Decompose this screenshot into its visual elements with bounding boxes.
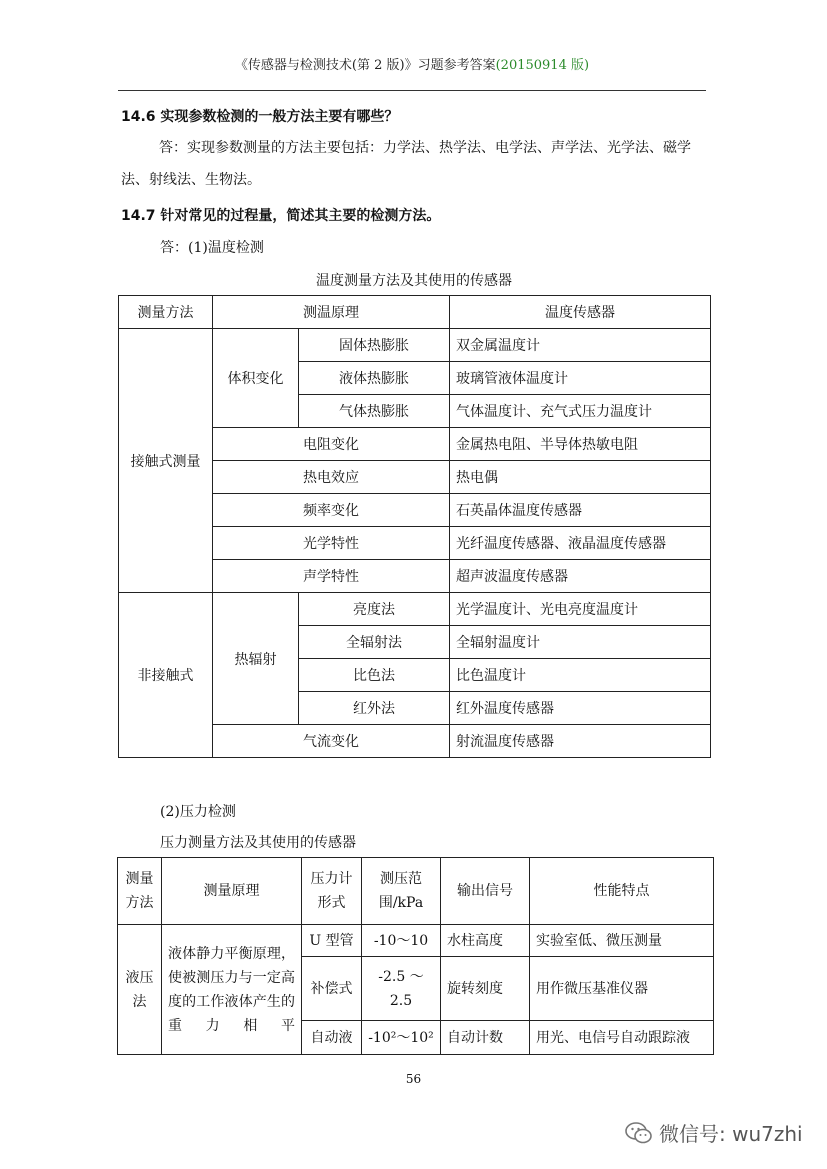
contact-method-cell: 接触式测量 <box>119 329 213 593</box>
principle-cell: 气体热膨胀 <box>299 395 450 428</box>
answer-14-6: 答：实现参数测量的方法主要包括：力学法、热学法、电学法、声学法、光学法、磁学法、射线法、生物法。 <box>121 140 691 188</box>
sensor-cell: 全辐射温度计 <box>450 626 711 659</box>
question-14-7: 14.7 针对常见的过程量，简述其主要的检测方法。 <box>121 208 441 224</box>
output-cell: 旋转刻度 <box>441 957 530 1021</box>
sensor-cell: 光学温度计、光电亮度温度计 <box>450 593 711 626</box>
noncontact-method-cell: 非接触式 <box>119 593 213 758</box>
principle-cell: 热电效应 <box>213 461 450 494</box>
principle-cell: 亮度法 <box>299 593 450 626</box>
question-14-6: 14.6 实现参数检测的一般方法主要有哪些？ <box>121 109 399 125</box>
range-cell: -10²～10² <box>362 1021 441 1055</box>
sensor-cell: 射流温度传感器 <box>450 725 711 758</box>
temperature-table <box>118 295 711 758</box>
answer-14-7-intro: 答：(1)温度检测 <box>160 240 264 256</box>
table-row <box>119 329 711 362</box>
principle-cell: 声学特性 <box>213 560 450 593</box>
header-cell: 输出信号 <box>441 858 530 925</box>
gauge-type-cell: U 型管 <box>302 925 362 957</box>
header-cell: 测量方法 <box>119 296 213 329</box>
header-rule <box>118 90 706 91</box>
header-cell: 测压范围/kPa <box>362 858 441 925</box>
watermark <box>625 1118 803 1147</box>
principle-cell: 频率变化 <box>213 494 450 527</box>
pressure-table <box>117 857 714 1055</box>
page-header <box>118 54 706 73</box>
principle-cell: 电阻变化 <box>213 428 450 461</box>
table-header-row <box>119 296 711 329</box>
principle-cell: 气流变化 <box>213 725 450 758</box>
performance-cell: 用光、电信号自动跟踪液 <box>530 1021 714 1055</box>
gauge-type-cell: 自动液 <box>302 1021 362 1055</box>
temp-table-caption: 温度测量方法及其使用的传感器 <box>316 273 512 289</box>
gauge-type-cell: 补偿式 <box>302 957 362 1021</box>
principle-cell: 液体热膨胀 <box>299 362 450 395</box>
header-cell: 压力计形式 <box>302 858 362 925</box>
performance-cell: 用作微压基准仪器 <box>530 957 714 1021</box>
header-title: 《传感器与检测技术(第 2 版)》习题参考答案 <box>234 58 496 73</box>
sensor-cell: 石英晶体温度传感器 <box>450 494 711 527</box>
sensor-cell: 热电偶 <box>450 461 711 494</box>
table-header-row <box>118 858 714 925</box>
range-cell: -10～10 <box>362 925 441 957</box>
sensor-cell: 气体温度计、充气式压力温度计 <box>450 395 711 428</box>
principle-cell: 光学特性 <box>213 527 450 560</box>
sensor-cell: 双金属温度计 <box>450 329 711 362</box>
page-number: 56 <box>405 1072 422 1086</box>
performance-cell: 实验室低、微压测量 <box>530 925 714 957</box>
header-cell: 性能特点 <box>530 858 714 925</box>
header-cell: 测量原理 <box>162 858 302 925</box>
header-cell: 测量方法 <box>118 858 162 925</box>
sensor-cell: 光纤温度传感器、液晶温度传感器 <box>450 527 711 560</box>
sensor-cell: 金属热电阻、半导体热敏电阻 <box>450 428 711 461</box>
pressure-intro: (2)压力检测 <box>160 804 236 820</box>
radiation-cell: 热辐射 <box>213 593 299 725</box>
pressure-table-caption: 压力测量方法及其使用的传感器 <box>160 835 356 851</box>
method-cell: 液压法 <box>118 925 162 1055</box>
header-date: (20150914 版) <box>495 58 590 73</box>
principle-cell: 比色法 <box>299 659 450 692</box>
principle-cell: 液体静力平衡原理，使被测压力与一定高度的工作液体产生的重力相平 <box>162 925 302 1055</box>
volume-change-cell: 体积变化 <box>213 329 299 428</box>
table-row <box>119 593 711 626</box>
wechat-icon <box>625 1122 653 1144</box>
principle-cell: 固体热膨胀 <box>299 329 450 362</box>
output-cell: 水柱高度 <box>441 925 530 957</box>
output-cell: 自动计数 <box>441 1021 530 1055</box>
sensor-cell: 玻璃管液体温度计 <box>450 362 711 395</box>
principle-cell: 红外法 <box>299 692 450 725</box>
principle-cell: 全辐射法 <box>299 626 450 659</box>
header-cell: 测温原理 <box>213 296 450 329</box>
watermark-text: 微信号: wu7zhi <box>659 1122 803 1146</box>
header-cell: 温度传感器 <box>450 296 711 329</box>
sensor-cell: 红外温度传感器 <box>450 692 711 725</box>
range-cell: -2.5 ～ 2.5 <box>362 957 441 1021</box>
sensor-cell: 比色温度计 <box>450 659 711 692</box>
table-row <box>118 925 714 957</box>
sensor-cell: 超声波温度传感器 <box>450 560 711 593</box>
